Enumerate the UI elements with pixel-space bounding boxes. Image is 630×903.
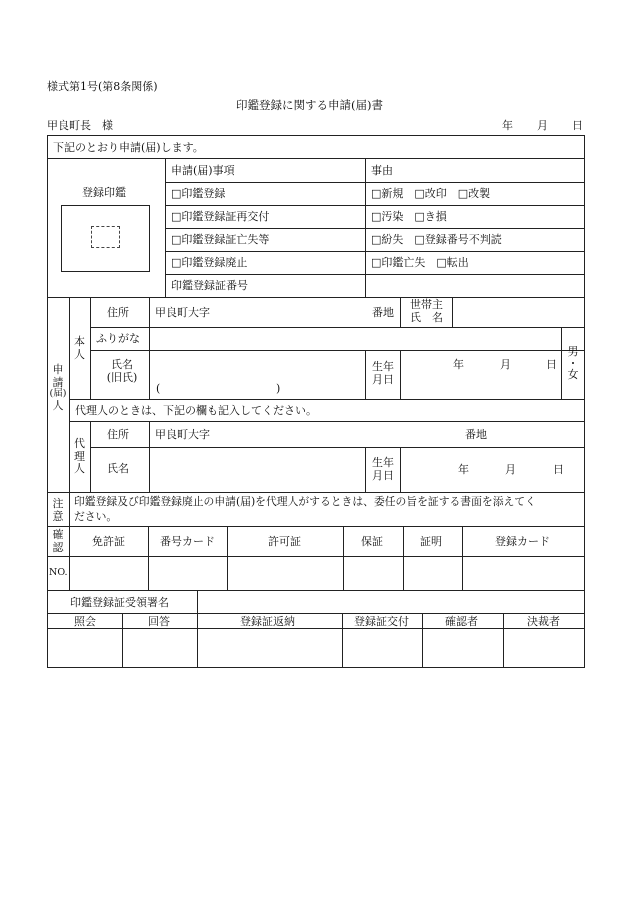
household-head-field[interactable] — [453, 298, 584, 326]
birth-day-label: 日 — [546, 358, 557, 371]
rule — [422, 613, 423, 668]
office-column-header: 照会 — [74, 615, 96, 628]
birth-date-label: 生年 月日 — [372, 360, 394, 386]
proxy-birth-day-label: 日 — [553, 463, 564, 476]
date-year-label: 年 — [502, 119, 513, 132]
proxy-birth-month-label: 月 — [505, 463, 516, 476]
matter-option[interactable]: □印鑑登録証再交付 — [171, 210, 270, 223]
rule — [197, 613, 198, 668]
proxy-address-value[interactable]: 甲良町大字 — [155, 428, 210, 441]
reason-header: 事由 — [371, 164, 393, 177]
matter-option[interactable]: □印鑑登録証亡失等 — [171, 233, 270, 246]
notice-text-line2: ださい。 — [74, 510, 118, 523]
proxy-name-label: 氏名 — [107, 462, 129, 475]
rule — [69, 492, 70, 590]
rule — [47, 492, 585, 493]
proxy-birth-date-label: 生年 月日 — [372, 456, 394, 482]
old-name-close-paren: ) — [276, 382, 281, 395]
old-name-open-paren: ( — [156, 382, 161, 395]
rule — [90, 297, 91, 399]
office-column-header: 登録証交付 — [354, 615, 409, 628]
intro-text: 下記のとおり申請(届)します。 — [53, 141, 204, 154]
rule — [503, 613, 504, 668]
verification-column-header: 保証 — [361, 535, 383, 548]
applicant-side-label: 申 請 (届) 人 — [49, 363, 67, 413]
rule — [400, 447, 401, 492]
rule — [47, 556, 585, 557]
proxy-birth-year-label: 年 — [458, 463, 469, 476]
rule — [47, 526, 585, 527]
self-label: 本 人 — [74, 335, 85, 361]
name-field[interactable] — [150, 351, 364, 381]
rule — [47, 613, 585, 614]
reason-options[interactable]: □印鑑亡失 □転出 — [371, 256, 469, 269]
furigana-label: ふりがな — [96, 332, 140, 345]
rule — [165, 251, 585, 252]
office-column-header: 登録証返納 — [240, 615, 295, 628]
rule — [90, 421, 91, 492]
date-month-label: 月 — [537, 119, 548, 132]
office-column-header: 確認者 — [445, 615, 478, 628]
rule — [227, 526, 228, 590]
receipt-signature-field[interactable] — [198, 591, 584, 612]
verification-column-header: 登録カード — [495, 535, 550, 548]
matter-option[interactable]: □印鑑登録廃止 — [171, 256, 248, 269]
page-title: 印鑑登録に関する申請(届)書 — [236, 98, 383, 112]
rule — [69, 421, 585, 422]
name-label: 氏名 (旧氏) — [106, 358, 138, 384]
stamp-label: 登録印鑑 — [82, 186, 126, 199]
reason-options[interactable]: □新規 □改印 □改製 — [371, 187, 491, 200]
rule — [47, 628, 585, 629]
proxy-name-field[interactable] — [150, 448, 364, 491]
verification-no-label: NO. — [49, 567, 68, 578]
stamp-placement-mark — [91, 226, 120, 248]
cert-number-label: 印鑑登録証番号 — [171, 279, 248, 292]
addressee: 甲良町長 様 — [47, 119, 113, 132]
proxy-banchi-label: 番地 — [465, 428, 487, 441]
reason-options[interactable]: □汚染 □き損 — [371, 210, 447, 223]
rule — [122, 613, 123, 668]
notice-label: 注 意 — [52, 497, 64, 523]
household-head-label: 世帯主 氏 名 — [410, 298, 443, 324]
gender-selector[interactable]: 男 ・ 女 — [567, 345, 579, 382]
date-day-label: 日 — [572, 119, 583, 132]
birth-year-label: 年 — [453, 358, 464, 371]
verification-column-header: 免許証 — [92, 535, 125, 548]
matters-header: 申請(届)事項 — [171, 164, 235, 177]
receipt-signature-label: 印鑑登録証受領署名 — [70, 596, 169, 609]
cert-number-field[interactable] — [366, 275, 584, 296]
verification-label: 確 認 — [52, 528, 64, 554]
rule — [342, 613, 343, 668]
rule — [165, 182, 585, 183]
verification-column-header: 番号カード — [160, 535, 215, 548]
proxy-note: 代理人のときは、下記の欄も記入してください。 — [75, 404, 317, 417]
matter-option[interactable]: □印鑑登録 — [171, 187, 226, 200]
verification-column-header: 許可証 — [268, 535, 301, 548]
office-column-header: 決裁者 — [527, 615, 560, 628]
proxy-label: 代 理 人 — [74, 437, 85, 476]
rule — [343, 526, 344, 590]
verification-column-header: 証明 — [420, 535, 442, 548]
form-number: 様式第1号(第8条関係) — [47, 80, 158, 93]
rule — [148, 526, 149, 590]
rule — [400, 350, 401, 399]
rule — [165, 228, 585, 229]
rule — [165, 205, 585, 206]
rule — [165, 158, 166, 297]
furigana-field[interactable] — [150, 328, 560, 349]
birth-month-label: 月 — [500, 358, 511, 371]
rule — [462, 526, 463, 590]
banchi-label: 番地 — [372, 306, 394, 319]
address-value[interactable]: 甲良町大字 — [155, 306, 210, 319]
rule — [403, 526, 404, 590]
rule — [47, 158, 585, 159]
reason-options[interactable]: □紛失 □登録番号不判読 — [371, 233, 502, 246]
proxy-address-label: 住所 — [107, 428, 129, 441]
office-column-header: 回答 — [148, 615, 170, 628]
address-label: 住所 — [107, 306, 129, 319]
rule — [69, 399, 585, 400]
notice-text-line1: 印鑑登録及び印鑑登録廃止の申請(届)を代理人がするときは、委任の旨を証する書面を添えてく — [74, 495, 536, 508]
